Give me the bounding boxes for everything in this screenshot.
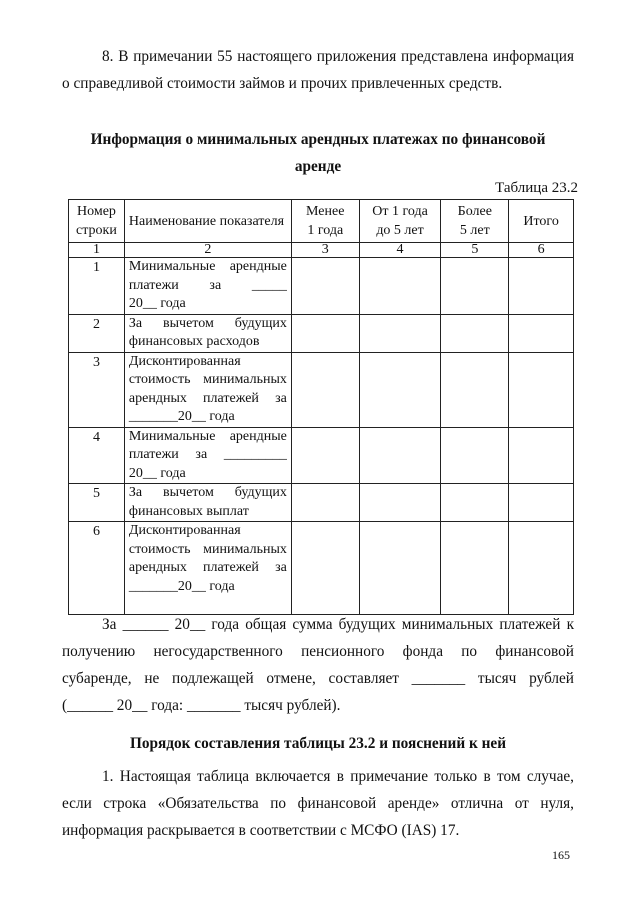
header-less-than-1-year: Менее 1 года <box>291 200 359 243</box>
value-cell <box>359 427 441 484</box>
value-cell <box>359 314 441 352</box>
value-cell <box>291 314 359 352</box>
value-cell <box>509 314 574 352</box>
row-number: 5 <box>69 484 125 522</box>
value-cell <box>509 484 574 522</box>
value-cell <box>359 484 441 522</box>
paragraph-after-line-4: (______ 20__ года: _______ тысяч рублей). <box>62 697 341 714</box>
paragraph-1-line-3: информация раскрывается в соответствии с МСФО (IAS) 17. <box>62 822 460 839</box>
header-total: Итого <box>509 200 574 243</box>
column-number: 2 <box>124 243 291 258</box>
row-number: 4 <box>69 427 125 484</box>
value-cell <box>359 522 441 615</box>
table-row <box>69 484 574 522</box>
row-number: 6 <box>69 522 125 615</box>
value-cell <box>509 427 574 484</box>
value-cell <box>441 427 509 484</box>
paragraph-after-line-1: За ______ 20__ года общая сумма будущих минимальных платежей к <box>102 616 574 633</box>
paragraph-1-line-1: 1. Настоящая таблица включается в примечание только в том случае, <box>102 768 574 785</box>
table-row <box>69 352 574 427</box>
paragraph-after-line-3: субаренде, не подлежащей отмене, составляет _______ тысяч рублей <box>62 670 574 687</box>
page-number: 165 <box>552 848 570 862</box>
row-description: Дисконтированная стоимость минимальных арендных платежей за _______20__ года <box>124 522 291 615</box>
paragraph-after-line-2: получению негосударственного пенсионного фонда по финансовой <box>62 643 574 660</box>
table-row <box>69 258 574 315</box>
row-description: Минимальные арендные платежи за _____ 20__ года <box>124 258 291 315</box>
table-caption: Таблица 23.2 <box>495 180 578 196</box>
table-row <box>69 427 574 484</box>
row-number: 1 <box>69 258 125 315</box>
value-cell <box>441 484 509 522</box>
paragraph-after-table <box>62 611 574 719</box>
table-row <box>69 522 574 615</box>
value-cell <box>359 352 441 427</box>
column-number: 3 <box>291 243 359 258</box>
paragraph-1 <box>62 763 574 844</box>
header-row-number: Номер строки <box>69 200 125 243</box>
paragraph-8 <box>62 43 574 97</box>
value-cell <box>509 258 574 315</box>
header-indicator-name: Наименование показателя <box>124 200 291 243</box>
value-cell <box>291 258 359 315</box>
column-number: 4 <box>359 243 441 258</box>
row-description: Минимальные арендные платежи за _________ 20__ года <box>124 427 291 484</box>
value-cell <box>441 522 509 615</box>
paragraph-8-line-1: 8. В примечании 55 настоящего приложения представлена информация <box>102 48 574 65</box>
value-cell <box>441 314 509 352</box>
lease-payments-table <box>68 199 574 615</box>
table-heading-line-1: Информация о минимальных арендных платежах по финансовой <box>90 131 546 148</box>
table-header-row <box>69 200 574 243</box>
paragraph-8-line-2: о справедливой стоимости займов и прочих привлеченных средств. <box>62 75 503 92</box>
value-cell <box>291 484 359 522</box>
table-row <box>69 314 574 352</box>
value-cell <box>441 258 509 315</box>
row-description: За вычетом будущих финансовых расходов <box>124 314 291 352</box>
value-cell <box>291 352 359 427</box>
value-cell <box>359 258 441 315</box>
header-1-to-5-years: От 1 года до 5 лет <box>359 200 441 243</box>
row-description: Дисконтированная стоимость минимальных арендных платежей за _______20__ года <box>124 352 291 427</box>
value-cell <box>509 522 574 615</box>
paragraph-1-line-2: если строка «Обязательства по финансовой аренде» отлична от нуля, <box>62 795 574 812</box>
header-more-than-5-years: Более 5 лет <box>441 200 509 243</box>
section-heading: Порядок составления таблицы 23.2 и пояснений к ней <box>129 735 507 752</box>
column-number: 1 <box>69 243 125 258</box>
value-cell <box>509 352 574 427</box>
value-cell <box>441 352 509 427</box>
value-cell <box>291 427 359 484</box>
row-description: За вычетом будущих финансовых выплат <box>124 484 291 522</box>
column-number: 5 <box>441 243 509 258</box>
row-number: 3 <box>69 352 125 427</box>
table-heading-line-2: аренде <box>294 158 342 175</box>
value-cell <box>291 522 359 615</box>
row-number: 2 <box>69 314 125 352</box>
column-number: 6 <box>509 243 574 258</box>
table-heading <box>62 126 574 180</box>
column-number-row <box>69 243 574 258</box>
